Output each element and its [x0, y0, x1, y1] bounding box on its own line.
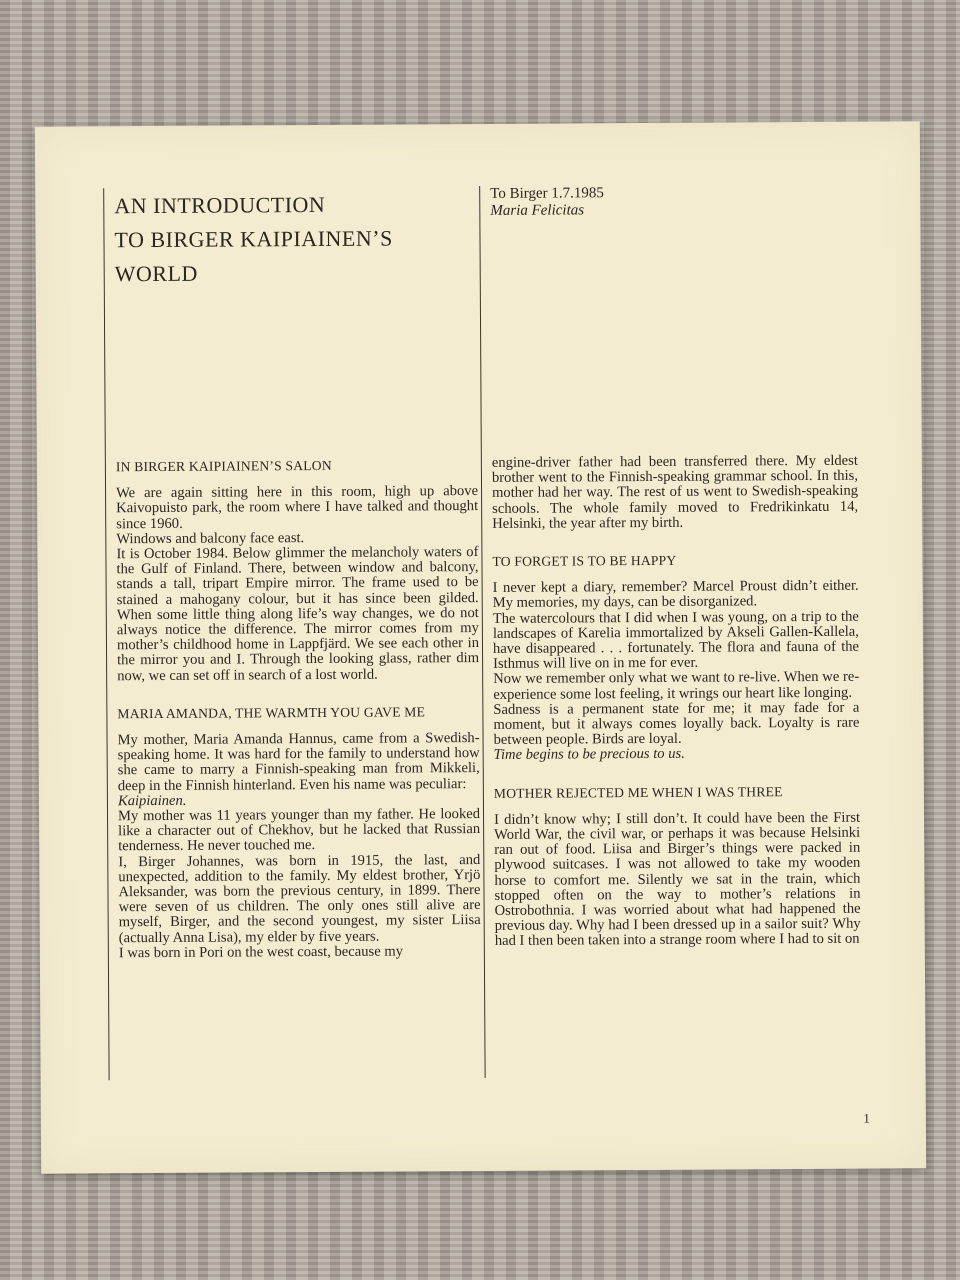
right-column — [479, 184, 861, 1078]
section-continued — [492, 454, 858, 532]
paragraph: engine-driver father had been transferred there. My eldest brother went to the Finnish-speaking grammar school. In this, mother had her way. The rest of us went to Swedish-speaking schools. The whole family moved to Fredrikinkatu 14, Helsinki, the year after my birth. — [491, 452, 859, 532]
title-line: WORLD — [114, 260, 198, 287]
dedication — [490, 184, 858, 456]
paragraph: We are again sitting here in this room, high up above Kaivopuisto park, the room where I have talked and thought since 1960. — [116, 483, 479, 532]
paragraph — [118, 731, 480, 809]
paragraph: Now we remember only what we want to re-live. When we re-experience some lost feeling, it wrings our heart like longing. — [493, 669, 860, 703]
page-title — [114, 186, 478, 459]
title-line: TO BIRGER KAIPIAINEN’S — [114, 225, 393, 253]
paragraph: Sadness is a permanent state for me; it may fade for a moment, but it always comes loyally back. Loyalty is rare between people. Birds are loyal. — [493, 699, 860, 749]
paragraph: I, Birger Johannes, was born in 1915, the last, and unexpected, addition to the family. My eldest brother, Yrjö Aleksander, was born the previous century, in 1899. There were seven of us children. The only ones still alive are myself, Birger, and the second youngest, my sister Liisa (actually Anna Lisa), my elder by five years. — [118, 851, 481, 946]
paragraph: I didn’t know why; I still don’t. It could have been the First World War, the civil war, or perhaps it was because Helsinki ran out of food. Liisa and Birger’s things were packed in plywood suitcases. I was not allowed to take my wooden horse to comfort me. Silently we sat in the train, which stopped often on the way to mother’s relations in Ostrobothnia. I was worried about what had happened the previous day. Why had I been dressed up in a sailor suit? Why had I then been taken into a strange room where I had to sit on — [494, 809, 861, 950]
paragraph: It is October 1984. Below glimmer the melancholy waters of the Gulf of Finland. There, between window and balcony, stands a tall, tripart Empire mirror. The frame used to be stained a mahogany colour, but it has since been gilded. When some little thing along life’s way changes, we do not always notice the difference. The mirror comes from my mother’s childhood home in Lappfjärd. We see each other in the mirror you and I. Through the looking glass, rather dim now, we can set off in search of a lost world. — [116, 544, 480, 684]
section-maria-amanda — [117, 704, 481, 961]
paragraph: The watercolours that I did when I was young, on a trip to the landscapes of Karelia immortalized by Akseli Gallen-Kallela, have disappeared . . . fortunately. The flora and fauna of the Isthmus will live on in me for ever. — [492, 608, 860, 673]
paragraph: My mother was 11 years younger than my father. He looked like a character out of Chekhov, but he lacked that Russian tenderness. He never touched me. — [117, 806, 481, 855]
page-number: 1 — [863, 1110, 870, 1126]
section-heading: TO FORGET IS TO BE HAPPY — [492, 552, 677, 569]
booklet-page — [35, 121, 926, 1173]
section-mother-rejected — [494, 783, 861, 949]
closing-line: Time begins to be precious to us. — [493, 746, 685, 764]
section-heading: MARIA AMANDA, THE WARMTH YOU GAVE ME — [117, 704, 426, 722]
dedication-line: To Birger 1.7.1985 — [490, 185, 604, 202]
paragraph: Windows and balcony face east. — [116, 529, 305, 548]
paragraph-text: My mother, Maria Amanda Hannus, came from a Swedish-speaking home. It was hard for the family to understand how she came to marry a Finnish-speaking man from Mikkeli, deep in the Finnish hinterland. Even his name was peculiar: — [117, 730, 480, 794]
section-to-forget — [492, 552, 859, 764]
left-column — [103, 186, 481, 1080]
paragraph: I was born in Pori on the west coast, because my — [118, 943, 404, 962]
dedication-signature: Maria Felicitas — [490, 202, 585, 219]
paragraph: I never kept a diary, remember? Marcel Proust didn’t either. My memories, my days, can be disorganized. — [492, 577, 859, 612]
italic-name: Kaipiainen. — [117, 792, 187, 810]
title-line: AN INTRODUCTION — [114, 191, 326, 219]
section-salon — [116, 457, 479, 684]
section-heading: IN BIRGER KAIPIAINEN’S SALON — [115, 457, 332, 475]
section-heading: MOTHER REJECTED ME WHEN I WAS THREE — [493, 783, 783, 801]
